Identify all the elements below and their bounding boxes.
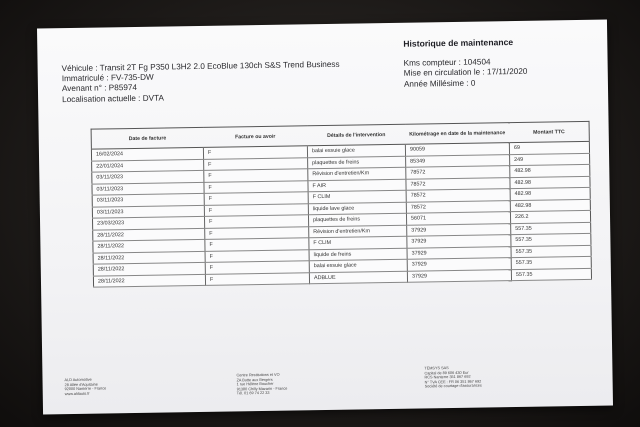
- cell-mileage: 78572: [406, 166, 510, 179]
- header-details: Détails de l'intervention: [307, 124, 405, 146]
- header-amount: Montant TTC: [509, 121, 589, 142]
- cell-type: F: [203, 146, 307, 159]
- cell-mileage: 37929: [407, 258, 511, 271]
- cell-mileage: 78572: [406, 177, 510, 190]
- footer-left: [64, 377, 106, 396]
- cell-date: 28/11/2022: [93, 251, 205, 264]
- cell-amount: 557.35: [511, 222, 591, 235]
- footer-center-zone: ZA Butte aux Bergers: [236, 377, 273, 383]
- cell-details: ADBLUE: [309, 271, 407, 284]
- cell-mileage: 78572: [406, 200, 510, 213]
- odometer: Kms compteur : 104504: [403, 57, 491, 68]
- cell-details: liquide de freins: [309, 248, 407, 261]
- footer-legal-name: TEMSYS SAS: [424, 366, 449, 371]
- cell-type: F: [205, 261, 309, 274]
- vehicle-model: Véhicule : Transit 2T Fg P350 L3H2 2.0 EcoBlue 130ch S&S Trend Business: [61, 59, 340, 74]
- cell-amount: 557.35: [511, 268, 591, 281]
- header-date: Date de facture: [91, 127, 203, 149]
- mileage-info: [404, 57, 528, 90]
- cell-type: F: [204, 215, 308, 228]
- cell-details: balai essuie glace: [307, 144, 405, 157]
- cell-date: 22/01/2024: [92, 159, 204, 172]
- footer-city: 92000 Nanterre - France: [64, 386, 107, 392]
- cell-type: F: [204, 203, 308, 216]
- cell-details: F AIR: [308, 179, 406, 192]
- cell-date: 28/11/2022: [93, 228, 205, 241]
- cell-type: F: [204, 169, 308, 182]
- cell-date: 03/11/2023: [92, 170, 204, 183]
- footer-middle: [236, 373, 287, 397]
- cell-type: F: [204, 180, 308, 193]
- cell-mileage: 37929: [407, 269, 511, 282]
- cell-mileage: 85349: [406, 154, 510, 167]
- header-type: Facture ou avoir: [203, 126, 307, 148]
- cell-details: plaquettes de freins: [308, 156, 406, 169]
- cell-amount: 557.35: [511, 233, 591, 246]
- cell-amount: 482.98: [510, 187, 590, 200]
- vehicle-info: [62, 60, 341, 105]
- vehicle-registration: Immatriculé : FV-735-DW: [61, 72, 154, 84]
- cell-details: balai essuie glace: [309, 259, 407, 272]
- cell-type: F: [204, 192, 308, 205]
- cell-details: Révision d'entretien/Km: [308, 167, 406, 180]
- cell-mileage: 37929: [407, 235, 511, 248]
- cell-details: Révision d'entretien/Km: [309, 225, 407, 238]
- footer-center-street: 1 rue Hélène Boucher: [236, 382, 274, 387]
- footer-capital: Capital de 89 606 430 Eur: [424, 370, 469, 376]
- cell-date: 23/03/2023: [92, 216, 204, 229]
- footer-website: www.aldauto.fr: [64, 391, 90, 396]
- footer-insurance: Société de courtage d'assurances: [424, 383, 482, 389]
- document-title: Historique de maintenance: [403, 37, 514, 49]
- footer-address: 28 Allée d'Aquitaine: [64, 382, 98, 387]
- header-mileage: Kilométrage en date de la maintenance: [405, 123, 509, 145]
- footer-center-phone: Tél. 01 69 74 22 33: [236, 391, 270, 396]
- vehicle-amendment: Avenant n° : P85974: [61, 83, 138, 94]
- cell-date: 03/11/2023: [92, 193, 204, 206]
- maintenance-document: [37, 20, 613, 415]
- cell-type: F: [205, 226, 309, 239]
- cell-amount: 69: [509, 141, 589, 154]
- table-body: [91, 141, 591, 287]
- cell-mileage: 90059: [405, 143, 509, 156]
- vehicle-location: Localisation actuelle : DVTA: [62, 93, 164, 104]
- cell-type: F: [205, 272, 309, 285]
- cell-amount: 557.35: [511, 245, 591, 258]
- cell-amount: 249: [510, 153, 590, 166]
- cell-date: 28/11/2022: [93, 274, 205, 287]
- cell-type: F: [205, 238, 309, 251]
- footer-company: ALD Automotive: [64, 377, 92, 383]
- cell-type: F: [204, 157, 308, 170]
- footer-rcs: RCS Nanterre 351 867 692: [424, 374, 471, 380]
- cell-amount: 226.2: [510, 210, 590, 223]
- cell-date: 03/11/2023: [92, 205, 204, 218]
- cell-details: plaquettes de freins: [308, 213, 406, 226]
- cell-date: 16/02/2024: [91, 147, 203, 160]
- cell-details: F CLIM: [308, 190, 406, 203]
- cell-mileage: 56071: [406, 212, 510, 225]
- cell-amount: 557.35: [511, 256, 591, 269]
- cell-details: liquide lave glace: [308, 202, 406, 215]
- registration-date: Mise en circulation le : 17/11/2020: [403, 67, 528, 79]
- cell-details: F CLIM: [309, 236, 407, 249]
- cell-amount: 482.98: [510, 176, 590, 189]
- cell-date: 28/11/2022: [93, 239, 205, 252]
- model-year: Année Millésime : 0: [403, 78, 476, 89]
- cell-mileage: 37929: [407, 223, 511, 236]
- cell-mileage: 78572: [406, 189, 510, 202]
- footer-right: [424, 366, 481, 390]
- footer-center-name: Centre Restitutions et VO: [236, 372, 280, 378]
- cell-amount: 482.98: [510, 199, 590, 212]
- cell-amount: 482.98: [510, 164, 590, 177]
- cell-date: 28/11/2022: [93, 262, 205, 275]
- cell-mileage: 37929: [407, 246, 511, 259]
- cell-date: 03/11/2023: [92, 182, 204, 195]
- cell-type: F: [205, 249, 309, 262]
- footer-vat: N° TVA CEE : FR 06 351 867 692: [424, 379, 482, 385]
- maintenance-table: [91, 121, 592, 288]
- footer-center-city: 91380 Chilly Mazarin - France: [236, 386, 288, 392]
